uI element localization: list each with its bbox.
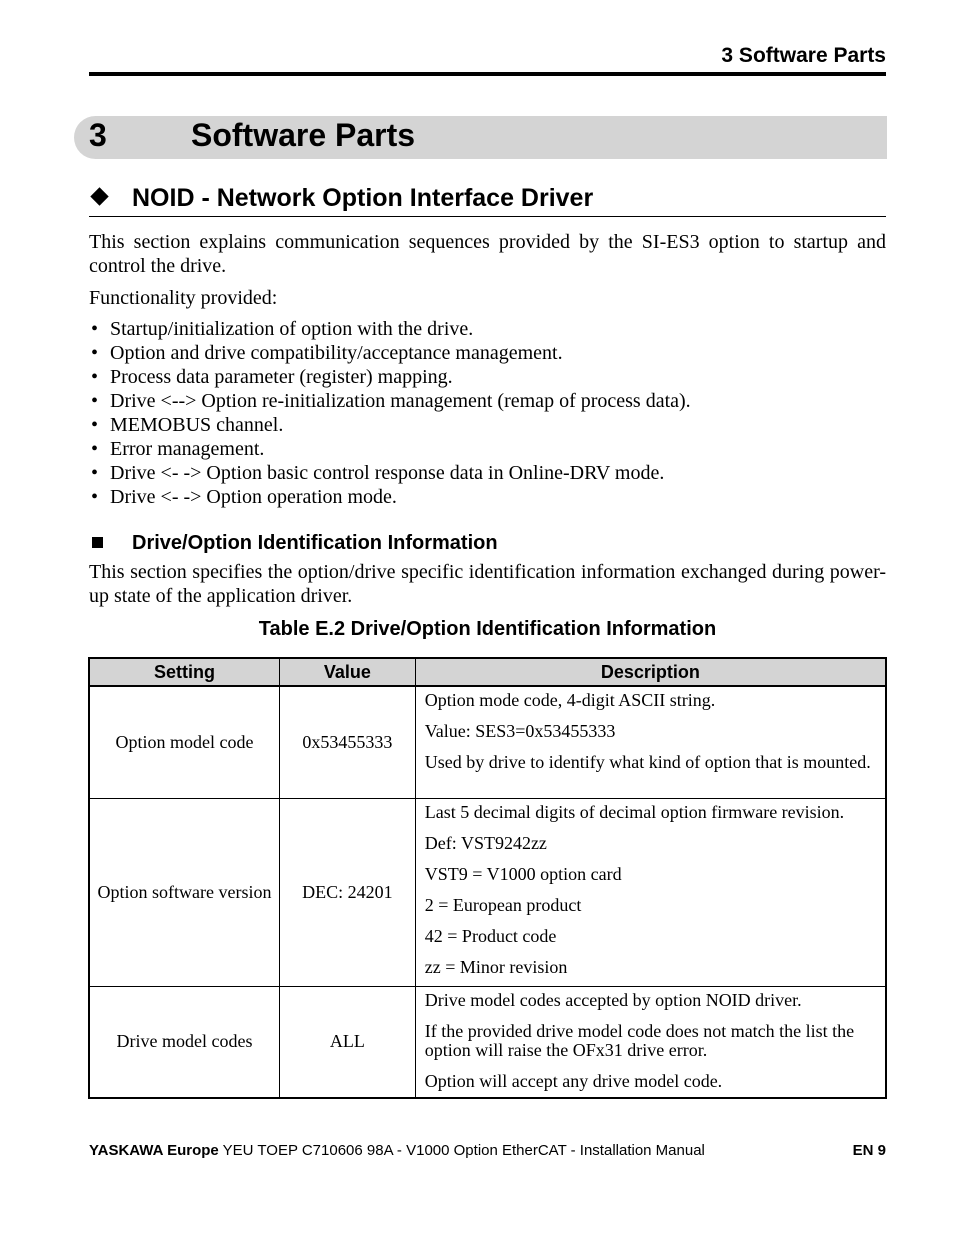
table-row bbox=[89, 798, 886, 986]
description-cell bbox=[415, 798, 886, 986]
description-line: Used by drive to identify what kind of option that is mounted. bbox=[424, 752, 871, 772]
description-line: If the provided drive model code does not match the list the option will raise the OFx31 drive error. bbox=[424, 1020, 855, 1060]
section-heading bbox=[89, 182, 886, 217]
list-item: • MEMOBUS channel. bbox=[91, 414, 284, 436]
running-header-title: 3 Software Parts bbox=[721, 44, 886, 67]
description-line: VST9 = V1000 option card bbox=[424, 863, 622, 884]
list-item: • Drive <- -> Option operation mode. bbox=[91, 486, 397, 508]
table-row bbox=[89, 986, 886, 1098]
page-number: EN 9 bbox=[852, 1142, 886, 1159]
description-line: Option mode code, 4-digit ASCII string. bbox=[424, 690, 716, 710]
chapter-title: Software Parts bbox=[191, 117, 416, 153]
description-cell bbox=[415, 986, 886, 1098]
header-rule bbox=[89, 72, 886, 76]
table-caption: Table E.2 Drive/Option Identification Information bbox=[258, 618, 717, 640]
description-line: Def: VST9242zz bbox=[424, 832, 547, 853]
description-line: zz = Minor revision bbox=[424, 956, 568, 977]
description-line: Last 5 decimal digits of decimal option firmware revision. bbox=[424, 801, 845, 822]
setting-cell: Drive model codes bbox=[89, 986, 279, 1098]
value-cell: 0x53455333 bbox=[279, 686, 415, 798]
table-header-row bbox=[89, 658, 886, 686]
functionality-list bbox=[89, 317, 886, 509]
description-line: 2 = European product bbox=[424, 894, 582, 915]
description-line: Value: SES3=0x53455333 bbox=[424, 721, 616, 741]
description-line: Option will accept any drive model code. bbox=[424, 1070, 723, 1091]
list-item: • Process data parameter (register) mapping. bbox=[91, 366, 453, 388]
subsection-title: Drive/Option Identification Information bbox=[132, 532, 498, 554]
value-cell: ALL bbox=[279, 986, 415, 1098]
square-bullet-icon bbox=[92, 537, 103, 548]
value-cell: DEC: 24201 bbox=[279, 798, 415, 986]
description-cell bbox=[415, 686, 886, 798]
subsection-intro-paragraph: This section specifies the option/drive specific identification information exchanged during power-up state of the application driver. bbox=[89, 561, 886, 607]
functionality-label: Functionality provided: bbox=[89, 287, 278, 309]
diamond-bullet-icon bbox=[90, 187, 108, 205]
setting-cell: Option model code bbox=[89, 686, 279, 798]
section-intro-paragraph: This section explains communication sequences provided by the SI-ES3 option to startup and control the drive. bbox=[89, 231, 886, 277]
identification-table bbox=[88, 657, 887, 1099]
column-header-description: Description bbox=[415, 658, 886, 686]
column-header-value: Value bbox=[279, 658, 415, 686]
footer-brand: YASKAWA Europe bbox=[89, 1142, 219, 1159]
list-item: • Drive <--> Option re-initialization management (remap of process data). bbox=[91, 390, 691, 412]
section-title: NOID - Network Option Interface Driver bbox=[132, 184, 594, 212]
description-line: 42 = Product code bbox=[424, 925, 557, 946]
subsection-heading bbox=[89, 530, 886, 556]
list-item: • Startup/initialization of option with the drive. bbox=[91, 318, 474, 340]
chapter-number: 3 bbox=[89, 117, 107, 153]
footer-document-info bbox=[89, 1142, 705, 1160]
setting-cell: Option software version bbox=[89, 798, 279, 986]
list-item: • Option and drive compatibility/acceptance management. bbox=[91, 342, 563, 364]
list-item: • Drive <- -> Option basic control response data in Online-DRV mode. bbox=[91, 462, 665, 484]
footer-doc-title: YEU TOEP C710606 98A - V1000 Option EtherCAT - Installation Manual bbox=[218, 1142, 705, 1159]
description-line: Drive model codes accepted by option NOID driver. bbox=[424, 989, 802, 1010]
table-row bbox=[89, 686, 886, 798]
column-header-setting: Setting bbox=[89, 658, 279, 686]
list-item: • Error management. bbox=[91, 438, 265, 460]
